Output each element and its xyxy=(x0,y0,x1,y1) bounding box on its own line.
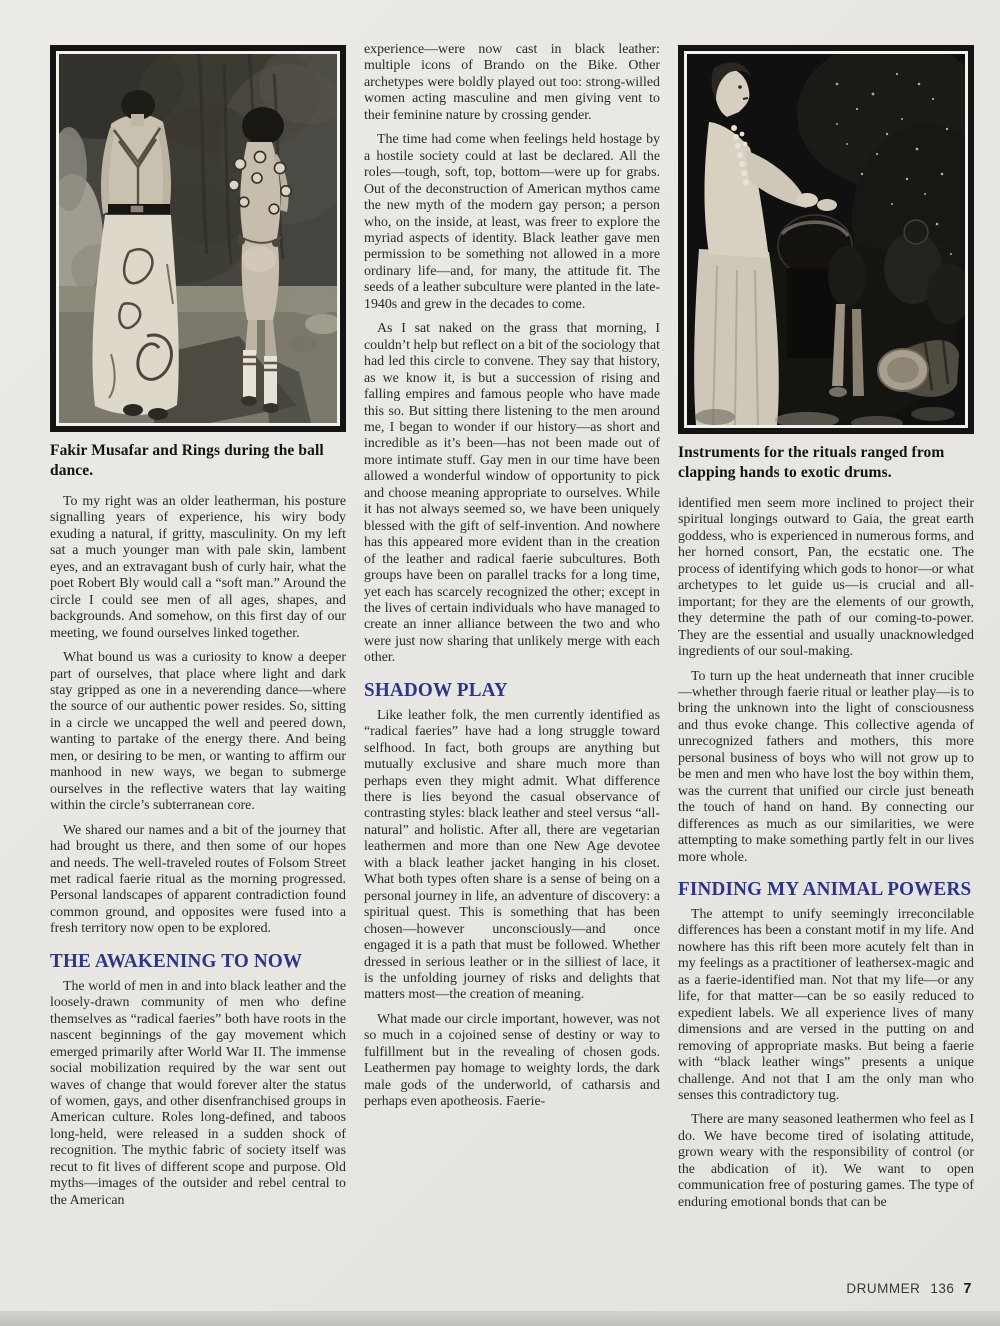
ball-dance-photo-illustration xyxy=(59,54,337,423)
paragraph: What bound us was a curiosity to know a deeper part of ourselves, that place where light and dark stay gripped as one in a neverending dance—where the source of our authentic power resides. So, sitting in a circle we uncapped the well and peered down, wanting to partake of the energy there. And being men, or desiring to be men, or wanting to affirm our manhood in new ways, we began to submerge ourselves in the reflective waters that lay waiting within the circle’s subterranean core. xyxy=(50,650,346,814)
paragraph: What made our circle important, however, was not so much in a cojoined sense of destiny or way to fulfillment but in the revealing of chosen gods. Leathermen pay homage to weighty lords, the dark male gods of the underworld, of catharsis and perhaps even apotheosis. Faerie- xyxy=(364,1011,660,1110)
paragraph: There are many seasoned leathermen who feel as I do. We have become tired of isolating attitude, grown weary with the responsibility of control (or the abdication of it). We want to open communication free of posturing games. The type of enduring emotional bonds that can be xyxy=(678,1112,974,1210)
page-number: 7 xyxy=(963,1281,972,1297)
paragraph: identified men seem more inclined to project their spiritual longings outward to Gaia, the great earth goddess, who is experienced in numerous forms, and her horned consort, Pan, the ecstatic one. The process of identifying which gods to honor—or what archetypes to let guide us—is crucial and all-important; for they are the elements of our growth, they determine the path of our coming-to-power. They are the essential and usually unacknowledged ingredients of our soul-making. xyxy=(678,496,974,660)
column-left xyxy=(50,45,346,1217)
magazine-name: DRUMMER xyxy=(846,1281,921,1296)
paragraph: As I sat naked on the grass that morning, I couldn’t help but reflect on a bit of the sociology that had led this circle to convene. They say that history, as we know it, is but a succession of rising and falling empires and famous people who have made this so. But sitting there listening to the men around me, I began to wonder if our history—as short and incredible as it’s been—has not been made out of more intimate stuff. Gay men in our time have been allowed a wonderful window of opportunity to pick and choose meaning appropriate to ourselves. While it has not always seemed so, we have been uniquely blessed with the gift of self-invention. And nowhere has this appeared more evident than in the creation of the leather and radical faerie subcultures. Both groups have been on parallel tracks for a long time, yet each has scarcely recognized the other; except in the lives of certain individuals who have managed to create an inner alliance between the two and who were just now sharing that unlikely merge with each other. xyxy=(364,321,661,666)
section-heading-shadow-play: SHADOW PLAY xyxy=(364,679,508,701)
photo-ball-dance xyxy=(50,45,346,432)
paragraph: We shared our names and a bit of the journey that had brought us there, and then some of our hopes and needs. The well-traveled routes of Folsom Street met radical faerie ritual as the morning progressed. Personal landscapes of apparent contradiction found common ground, and opposites were fused into a fresh territory now open to be explored. xyxy=(50,822,346,937)
column-middle xyxy=(364,42,660,1119)
photo-caption-ball-dance: Fakir Musafar and Rings during the ball dance. xyxy=(50,442,324,479)
paragraph: To my right was an older leatherman, his posture signalling years of experience, his wiry body exuding a natural, if gritty, masculinity. On my left sat a much younger man with pale skin, lambent eyes, and an extravagant bush of curly hair, what the poet Robert Bly would call a “soft man.” Around the circle I could see men of all ages, shapes, and backgrounds. And somehow, on this first day of our meeting, we found ourselves linked together. xyxy=(50,494,346,641)
photo-ritual-instruments xyxy=(678,45,974,434)
paragraph: The attempt to unify seemingly irreconcilable differences has been a constant motif in my life. And nowhere has this rift been more acutely felt than in my feelings as a practitioner of leathersex-magic and as a faerie-identified man. Not that my life—or any life, for that matter—can be so easily reduced to expedient labels. We all experience lives of many dimensions and are versed in the putting on and removing of appropriate masks. But being a faerie with “black leather wings” presents a unique challenge. And not that I am the only man who senses this contradictory tug. xyxy=(678,906,974,1103)
section-heading-animal-powers: FINDING MY ANIMAL POWERS xyxy=(678,878,972,900)
ritual-instruments-photo-illustration xyxy=(687,54,965,425)
issue-number: 136 xyxy=(930,1281,955,1296)
column-right xyxy=(678,45,974,1219)
paragraph: The time had come when feelings held hostage by a hostile society could at last be declared. All the roles—tough, soft, top, bottom—were up for grabs. Out of the deconstruction of American mythos came the new myth of the modern gay person; a person who, on the inside, at least, was freer to explore the myriad aspects of identity. Black leather gave men permission to be something not allowed in a more ordinary life—and, for many, the attitude fit. The seeds of a leather subculture were planted in the late-1940s and grew in the decades to come. xyxy=(364,132,660,312)
paragraph: experience—were now cast in black leather: multiple icons of Brando on the Bike. Other archetypes were boldly played out too: strong-willed women acting masculine and men giving vent to their feminine nature by crossing gender. xyxy=(364,42,660,123)
paragraph: Like leather folk, the men currently identified as “radical faeries” have had a long struggle toward selfhood. In fact, both groups are anything but mutually exclusive and share much more than perhaps even they might admit. What difference there is lies beyond the casual observance of contrasting styles: black leather and steel versus “all-natural” and holistic. After all, there are vegetarian leathermen and more than one New Age devotee with a black leather jacket hanging in his closet. What both types often share is a sense of being on a personal journey in life, an adventure of discovery: a spiritual quest. This is something that has been chosen—however unconsciously—and once engaged it is a path that must be followed. Whether dressed in serious leather or in the silliest of lace, it is the unfolding journey of risks and delights that matters most—the creation of meaning. xyxy=(364,707,660,1003)
paragraph: To turn up the heat underneath that inner crucible—whether through faerie ritual or leather play—is to bring the unknown into the light of consciousness and thus evoke change. This collective agenda of unrecognized fathers and mothers, this more personal business of boys who will not grow up to be men and men who have lost the boy within them, was the current that unified our circle just beneath the touch of hand on hand. By connecting our differences as much as our similarities, we were attempting to make something partly felt in our lives more whole. xyxy=(678,668,974,865)
photo-caption-instruments: Instruments for the rituals ranged from clapping hands to exotic drums. xyxy=(678,444,945,481)
scan-edge-strip xyxy=(0,1311,1000,1326)
paragraph: The world of men in and into black leather and the loosely-drawn community of men who define themselves as “radical faeries” both have roots in the nascent beginnings of the gay movement which emerged primarily after World War II. The immense social mobilization required by the war sent out waves of change that would forever alter the status of women, gays, and other disenfranchised groups in American culture. Roles long-defined, and taboos long-held, were released in a sudden shock of recognition. The mythic fabric of society itself was recut to fit lives of different scope and purpose. Old myths—images of the outsider and rebel central to the American xyxy=(50,978,346,1208)
section-heading-awakening: THE AWAKENING TO NOW xyxy=(50,950,303,972)
page-footer xyxy=(678,1281,972,1297)
